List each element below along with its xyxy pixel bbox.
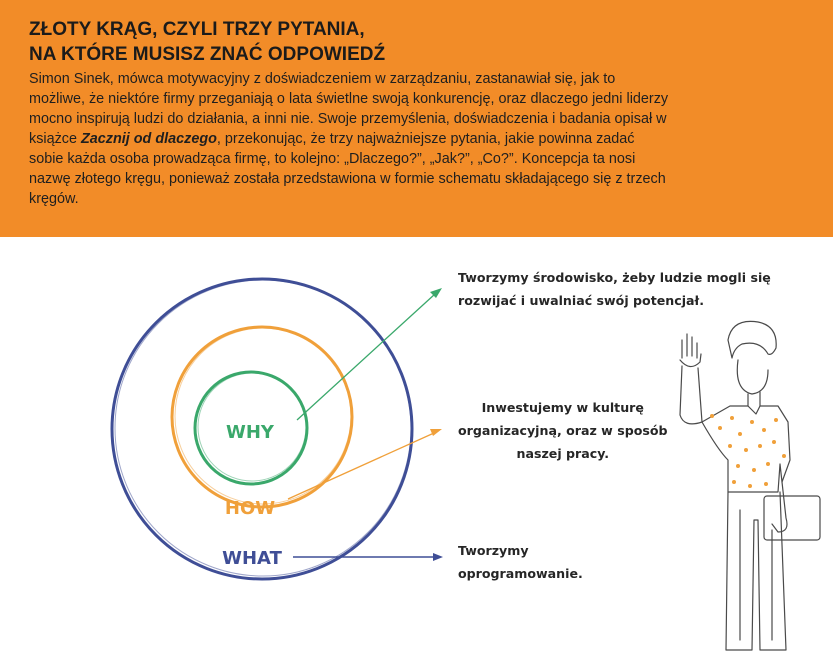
title-line-2: NA KTÓRE MUSISZ ZNAĆ ODPOWIEDŹ xyxy=(29,44,386,65)
lower-arm xyxy=(772,482,787,532)
why-label: WHY xyxy=(226,422,274,443)
how-annotation-line-3: naszej pracy. xyxy=(516,446,610,461)
what-label: WHAT xyxy=(222,548,282,569)
hair xyxy=(728,321,776,358)
what-annotation-line-1: Tworzymy xyxy=(458,543,529,558)
book-title: Zacznij od dlaczego xyxy=(80,131,217,147)
why-annotation-line-2: rozwijać i uwalniać swój potencjał. xyxy=(458,293,704,308)
intro-paragraph xyxy=(29,69,669,209)
why-annotation xyxy=(458,266,771,312)
person-illustration xyxy=(660,310,833,661)
trouser-crease xyxy=(740,510,772,640)
head xyxy=(737,360,768,394)
what-annotation xyxy=(458,539,583,585)
how-annotation xyxy=(458,396,668,465)
how-label: HOW xyxy=(224,498,276,519)
what-arrow-head xyxy=(433,553,443,561)
how-annotation-line-2: organizacyjną, oraz w sposób xyxy=(458,423,668,438)
how-annotation-line-1: Inwestujemy w kulturę xyxy=(481,400,644,415)
raised-hand xyxy=(680,334,701,367)
how-arrow xyxy=(288,433,434,499)
why-arrow xyxy=(297,294,435,420)
what-annotation-line-2: oprogramowanie. xyxy=(458,566,583,581)
page-title xyxy=(29,17,385,67)
raised-arm xyxy=(680,366,702,424)
intro-text-part-2: , przekonując, że trzy najważniejsze pytania, jakie powinna zadać sobie każda osoba prowadząca firmę, to kolejno: „Dlaczego?”, „Jak?”, „Co?”. Koncepcja ta nosi nazwę złotego kręgu, ponieważ została przedstawiona w formie schematu składającego się z trzech kręgów. xyxy=(29,131,666,207)
how-arrow-head xyxy=(430,429,442,436)
shirt-dots xyxy=(710,414,786,488)
header-banner xyxy=(0,0,833,237)
why-annotation-line-1: Tworzymy środowisko, żeby ludzie mogli się xyxy=(458,270,771,285)
trousers xyxy=(726,492,786,650)
title-line-1: ZŁOTY KRĄG, CZYLI TRZY PYTANIA, xyxy=(29,19,365,40)
intro-text-part-1: Simon Sinek, mówca motywacyjny z doświadczeniem w zarządzaniu, zastanawiał się, jak to możliwe, że niektóre firmy przeganiają o lata świetlne swoją konkurencję, oraz dlaczego jedni liderzy mocno inspirują ludzi do działania, a inni nie. Swoje przemyślenia, doświadczenia i badania opisał w książce xyxy=(29,71,669,147)
